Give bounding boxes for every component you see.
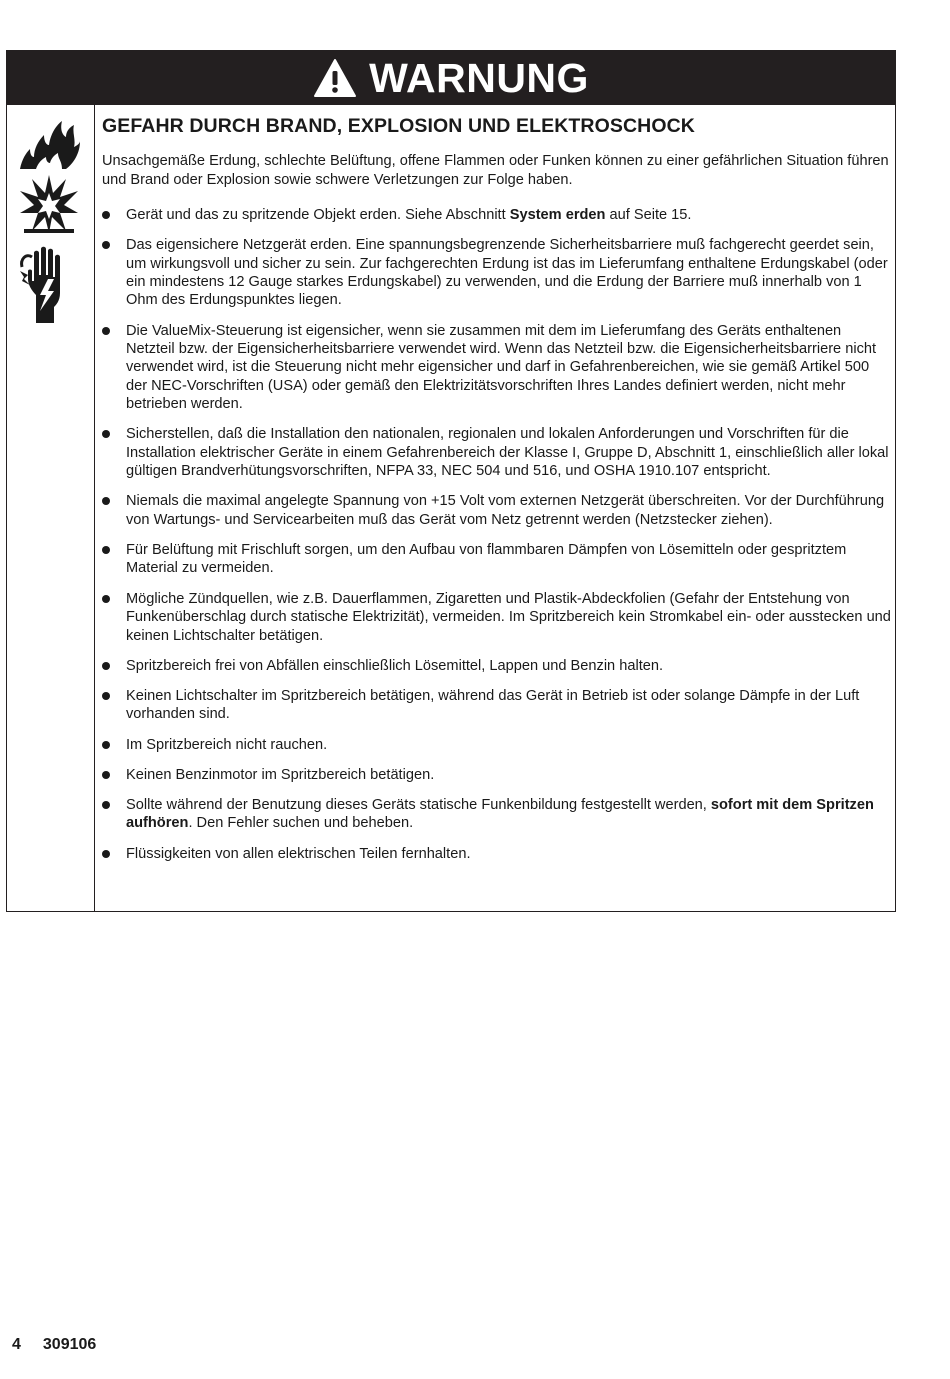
bullet-item (102, 736, 891, 754)
electric-shock-icon (18, 245, 80, 323)
warning-box (6, 50, 896, 912)
bullet-text-after: . Den Fehler suchen und beheben. (188, 815, 414, 832)
bullet-dot-icon (102, 595, 110, 603)
bullet-dot-icon (102, 211, 110, 219)
bullet-text: Sollte während der Benutzung dieses Geräts statische Funkenbildung festgestellt werden, (126, 796, 711, 813)
bullet-item (102, 657, 891, 675)
bullet-text: Die ValueMix-Steuerung ist eigensicher, wenn sie zusammen mit dem im Lieferumfang des Geräts enthaltenen Netzteil bzw. der Eigensicherheitsbarriere verwendet wird. Wenn das Netzteil bzw. die Eigensicherheitsbarriere nicht verwendet wird, ist die Steuerung nicht mehr eigensicher und darf in Gefahrenbereichen, wie sie gemäß Artikel 500 der NEC-Vorschriften (USA) oder gemäß den Elektrizitätsvorschriften Ihres Landes definiert werden, nicht mehr betrieben werden. (126, 322, 877, 413)
bullet-item (102, 766, 891, 784)
bullet-dot-icon (102, 741, 110, 749)
bullet-dot-icon (102, 692, 110, 700)
bullet-dot-icon (102, 327, 110, 335)
bullet-item (102, 322, 891, 414)
bullet-dot-icon (102, 241, 110, 249)
bullet-dot-icon (102, 662, 110, 670)
bullet-dot-icon (102, 771, 110, 779)
page-number: 4 (12, 1336, 21, 1353)
bullet-item (102, 541, 891, 578)
warning-title: WARNUNG (369, 54, 589, 101)
bullet-bold-text: System erden (509, 207, 606, 223)
bullet-list (102, 206, 891, 863)
bullet-dot-icon (102, 497, 110, 505)
bullet-text: Flüssigkeiten von allen elektrischen Teilen fernhalten. (126, 845, 471, 862)
bullet-dot-icon (102, 801, 110, 809)
section-title: GEFAHR DURCH BRAND, EXPLOSION UND ELEKTROSCHOCK (102, 115, 695, 137)
bullet-text: Keinen Benzinmotor im Spritzbereich betätigen. (126, 766, 435, 783)
bullet-item (102, 687, 891, 724)
bullet-item (102, 845, 891, 863)
bullet-item (102, 236, 891, 310)
bullet-text: Gerät und das zu spritzende Objekt erden. Siehe Abschnitt (126, 207, 510, 223)
section-intro: Unsachgemäße Erdung, schlechte Belüftung, offene Flammen oder Funken können zu einer gefährlichen Situation führen und Brand oder Explosion sowie schwere Verletzungen zur Folge haben. (102, 153, 889, 188)
bullet-text: Im Spritzbereich nicht rauchen. (126, 736, 328, 753)
bullet-text-after: auf Seite 15. (605, 207, 692, 223)
bullet-item (102, 206, 891, 224)
bullet-dot-icon (102, 430, 110, 438)
fire-icon (18, 115, 80, 171)
bullet-item (102, 590, 891, 645)
warning-body (7, 105, 895, 911)
warning-content (95, 105, 895, 911)
bullet-text: Niemals die maximal angelegte Spannung von +15 Volt vom externen Netzgerät überschreiten. Vor der Durchführung von Wartungs- und Servicearbeiten muß das Gerät vom Netz getrennt werden (Netzstecker ziehen). (126, 493, 885, 528)
warning-triangle-icon (313, 58, 357, 98)
bullet-text: Mögliche Zündquellen, wie z.B. Dauerflammen, Zigaretten und Plastik-Abdeckfolien (Gefahr der Entstehung von Funkenüberschlag durch statische Elektrizität), vermeiden. Im Spritzbereich kein Stromkabel ein- oder ausstecken und keinen Lichtschalter betätigen. (126, 590, 891, 644)
bullet-text: Sicherstellen, daß die Installation den nationalen, regionalen und lokalen Anforderungen und Vorschriften für die Installation elektrischer Geräte in einem Gefahrenbereich der Klasse I, Gruppe D, Abschnitt 1, einschließlich aller lokal gültigen Brandverhütungsvorschriften, NFPA 33, NEC 504 und 516, und OSHA 1910.107 entspricht. (126, 426, 889, 480)
bullet-item (102, 796, 891, 833)
document-number: 309106 (42, 1336, 97, 1353)
bullet-bold-text: sofort mit dem Spritzen aufhören (126, 796, 874, 832)
hazard-icon-column (7, 105, 95, 911)
warning-header (7, 51, 895, 105)
bullet-dot-icon (102, 546, 110, 554)
page-footer (12, 1336, 96, 1354)
bullet-text: Keinen Lichtschalter im Spritzbereich betätigen, während das Gerät in Betrieb ist oder solange Dämpfe in der Luft vorhanden sind. (126, 687, 860, 723)
explosion-icon (18, 173, 80, 235)
bullet-item (102, 492, 891, 529)
bullet-text: Für Belüftung mit Frischluft sorgen, um den Aufbau von flammbaren Dämpfen von Lösemitteln oder gespritztem Material zu vermeiden. (126, 542, 847, 577)
bullet-item (102, 425, 891, 480)
bullet-text: Spritzbereich frei von Abfällen einschließlich Lösemittel, Lappen und Benzin halten. (126, 657, 664, 674)
bullet-dot-icon (102, 850, 110, 858)
bullet-text: Das eigensichere Netzgerät erden. Eine spannungsbegrenzende Sicherheitsbarriere muß fachgerecht geerdet sein, um wirkungsvoll und sicher zu sein. Zur fachgerechten Erdung ist das im Lieferumfang enthaltene Erdungskabel (oder ein mindestens 12 Gauge starkes Erdungskabel) zu verwenden, und die Erdung der Barriere muß innerhalb von 1 Ohm des Erdungspunktes liegen. (126, 237, 888, 309)
